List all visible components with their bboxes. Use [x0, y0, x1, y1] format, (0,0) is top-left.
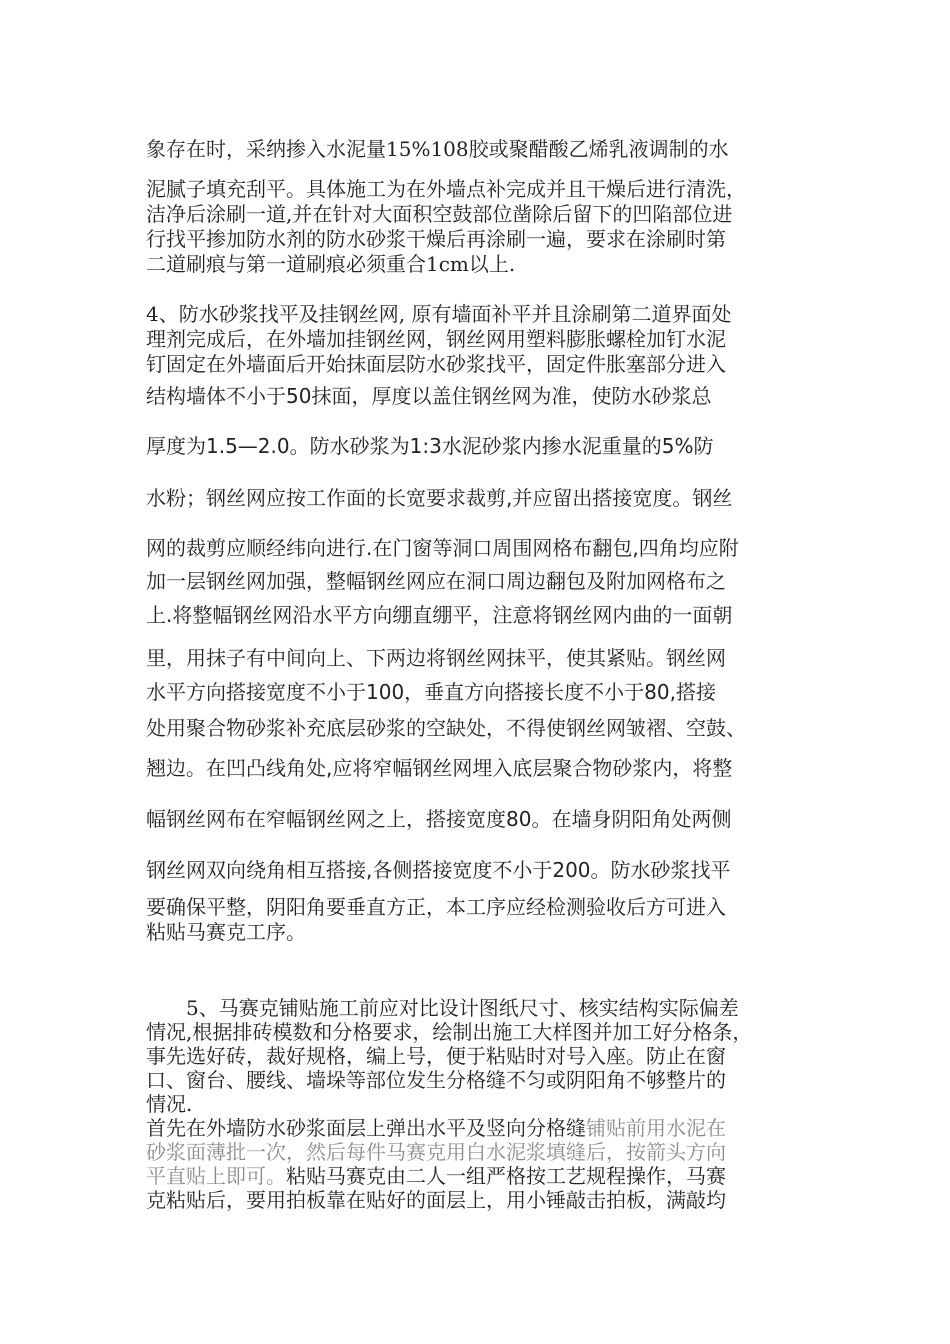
paragraph-4-line-8: 加一层钢丝网加强，整幅钢丝网应在洞口周边翻包及附加网格布之 — [146, 569, 726, 593]
paragraph-4-line-4: 结构墙体不小于50抹面，厚度以盖住钢丝网为准，使防水砂浆总 — [146, 384, 712, 408]
paragraph-4-line-5: 厚度为1.5—2.0。防水砂浆为1:3水泥砂浆内掺水泥重量的5%防 — [146, 434, 714, 458]
paragraph-4-line-3: 钉固定在外墙面后开始抹面层防水砂浆找平，固定件胀塞部分进入 — [146, 352, 726, 376]
paragraph-3-line-1: 象存在时，采纳掺入水泥量15%108胶或聚醋酸乙烯乳液调制的水 — [146, 137, 729, 161]
paragraph-4-line-11: 水平方向搭接宽度不小于100，垂直方向搭接长度不小于80,搭接 — [146, 680, 716, 704]
paragraph-5-line-1: 5、马赛克铺贴施工前应对比设计图纸尺寸、核实结构实际偏差 — [186, 996, 739, 1020]
paragraph-4-line-7: 网的裁剪应顺经纬向进行.在门窗等洞口周围网格布翻包,四角均应附 — [146, 536, 739, 560]
paragraph-6-line-3-dark: 粘贴马赛克由二人一组严格按工艺规程操作，马赛 — [286, 1164, 726, 1188]
paragraph-4-line-1: 4、防水砂浆找平及挂钢丝网, 原有墙面补平并且涂刷第二道界面处 — [146, 302, 732, 326]
paragraph-4-line-10: 里，用抹子有中间向上、下两边将钢丝网抹平，使其紧贴。钢丝网 — [146, 646, 726, 670]
paragraph-6-line-2: 砂浆面薄批一次，然后每件马赛克用白水泥浆填缝后，按箭头方向 — [146, 1140, 726, 1164]
paragraph-4-line-2: 理剂完成后，在外墙加挂钢丝网，钢丝网用塑料膨胀螺栓加钉水泥 — [146, 327, 726, 351]
paragraph-4-line-12: 处用聚合物砂浆补充底层砂浆的空缺处，不得使钢丝网皱褶、空鼓、 — [146, 716, 746, 740]
paragraph-3-line-4: 行找平掺加防水剂的防水砂浆干燥后再涂刷一遍，要求在涂刷时第 — [146, 227, 726, 251]
paragraph-4-line-17: 粘贴马赛克工序。 — [146, 920, 306, 944]
paragraph-5-line-4: 口、窗台、腰线、墙垛等部位发生分格缝不匀或阴阳角不够整片的 — [146, 1068, 726, 1092]
paragraph-4-line-13: 翘边。在凹凸线角处,应将窄幅钢丝网埋入底层聚合物砂浆内，将整 — [146, 756, 733, 780]
paragraph-5-line-5: 情况. — [146, 1092, 193, 1116]
paragraph-6-line-1 — [146, 1116, 826, 1140]
paragraph-4-line-15: 钢丝网双向绕角相互搭接,各侧搭接宽度不小于200。防水砂浆找平 — [146, 858, 731, 882]
paragraph-6-line-1-gray: 铺贴前用水泥在 — [586, 1116, 726, 1140]
paragraph-4-line-14: 幅钢丝网布在窄幅钢丝网之上，搭接宽度80。在墙身阴阳角处两侧 — [146, 807, 732, 831]
paragraph-5-line-3: 事先选好砖，裁好规格，编上号，便于粘贴时对号入座。防止在窗 — [146, 1044, 726, 1068]
paragraph-6-line-1-dark: 首先在外墙防水砂浆面层上弹出水平及竖向分格缝 — [146, 1116, 586, 1140]
paragraph-5-line-2: 情况,根据排砖模数和分格要求，绘制出施工大样图并加工好分格条， — [146, 1020, 753, 1044]
paragraph-4-line-16: 要确保平整，阴阳角要垂直方正，本工序应经检测验收后方可进入 — [146, 895, 726, 919]
paragraph-4-line-6: 水粉；钢丝网应按工作面的长宽要求裁剪,并应留出搭接宽度。钢丝 — [146, 486, 733, 510]
paragraph-4-line-9: 上.将整幅钢丝网沿水平方向绷直绷平，注意将钢丝网内曲的一面朝 — [146, 603, 733, 627]
paragraph-3-line-2: 泥腻子填充刮平。具体施工为在外墙点补完成并且干燥后进行清洗， — [146, 177, 746, 201]
paragraph-3-line-3: 洁净后涂刷一道,并在针对大面积空鼓部位凿除后留下的凹陷部位进 — [146, 202, 733, 226]
paragraph-6-line-3 — [146, 1164, 826, 1188]
paragraph-3-line-5: 二道刷痕与第一道刷痕必须重合1cm以上. — [146, 252, 516, 276]
paragraph-6-line-3-gray: 平直贴上即可。 — [146, 1164, 286, 1188]
paragraph-6-line-4: 克粘贴后，要用拍板靠在贴好的面层上，用小锤敲击拍板，满敲均 — [146, 1188, 726, 1212]
